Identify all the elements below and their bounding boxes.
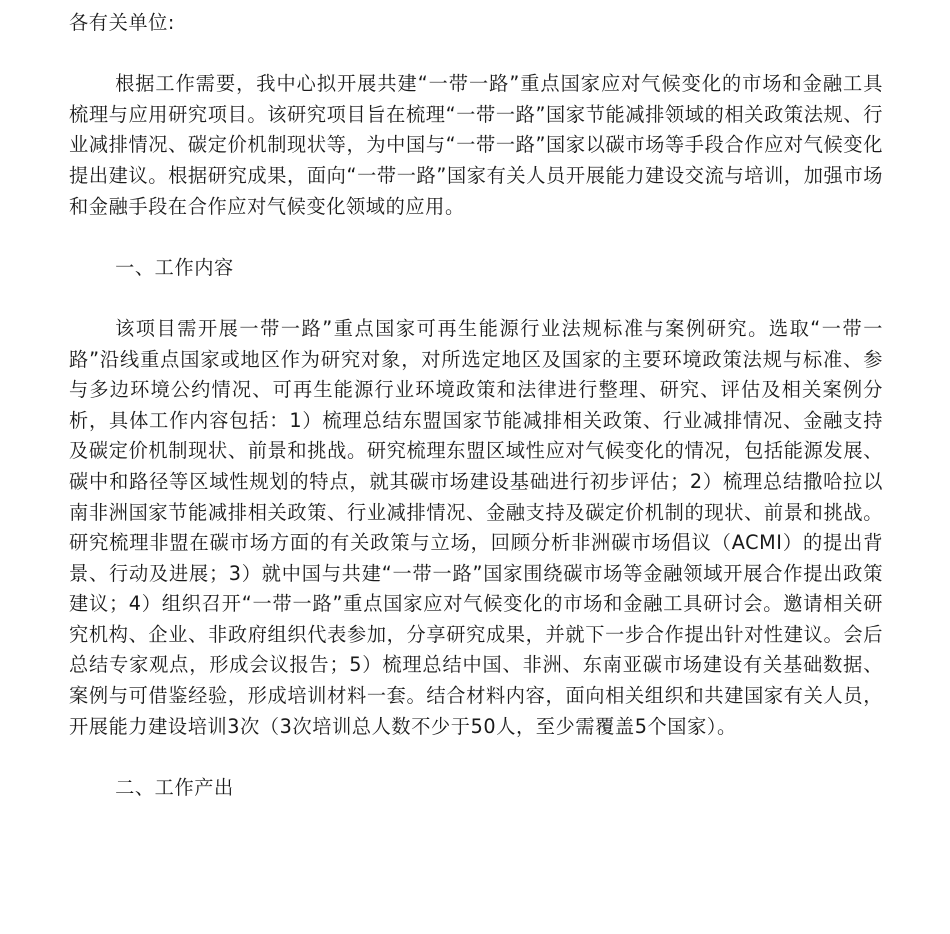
paragraph-spacer [69,742,883,773]
salutation: 各有关单位: [69,11,176,34]
section-heading-work-output: 二、工作产出 [115,775,234,799]
paragraph-spacer [69,39,883,70]
work-content-paragraph: 该项目需开展一带一路”重点国家可再生能源行业法规标准与案例研究。选取“一带一路”沿线重点国家或地区作为研究对象，对所选定地区及国家的主要环境政策法规与标准、参与多边环境公约情况、可再生能源行业环境政策和法律进行整理、研究、评估及相关案例分析，具体工作内容包括：1）梳理总结东盟国家节能减排相关政策、行业减排情况、金融支持及碳定价机制现状、前景和挑战。研究梳理东盟区域性应对气候变化的情况，包括能源发展、碳中和路径等区域性规划的特点，就其碳市场建设基础进行初步评估；2）梳理总结撒哈拉以南非洲国家节能减排相关政策、行业减排情况、金融支持及碳定价机制的现状、前景和挑战。研究梳理非盟在碳市场方面的有关政策与立场，回顾分析非洲碳市场倡议（ACMI）的提出背景、行动及进展；3）就中国与共建“一带一路”国家围绕碳市场等金融领域开展合作提出政策建议；4）组织召开“一带一路”重点国家应对气候变化的市场和金融工具研讨会。邀请相关研究机构、企业、非政府组织代表参加，分享研究成果，并就下一步合作提出针对性建议。会后总结专家观点，形成会议报告；5）梳理总结中国、非洲、东南亚碳市场建设有关基础数据、案例与可借鉴经验，形成培训材料一套。结合材料内容，面向相关组织和共建国家有关人员，开展能力建设培训3次（3次培训总人数不少于50人，至少需覆盖5个国家）。 [69,316,883,738]
paragraph-spacer [69,283,883,314]
paragraph-spacer [69,222,883,253]
intro-paragraph: 根据工作需要，我中心拟开展共建“一带一路”重点国家应对气候变化的市场和金融工具梳理与应用研究项目。该研究项目旨在梳理“一带一路”国家节能减排领域的相关政策法规、行业减排情况、碳定价机制现状等，为中国与“一带一路”国家以碳市场等手段合作应对气候变化提出建议。根据研究成果，面向“一带一路”国家有关人员开展能力建设交流与培训，加强市场和金融手段在合作应对气候变化领域的应用。 [69,72,883,218]
section-heading-work-content: 一、工作内容 [115,255,234,279]
document-body [69,8,883,803]
